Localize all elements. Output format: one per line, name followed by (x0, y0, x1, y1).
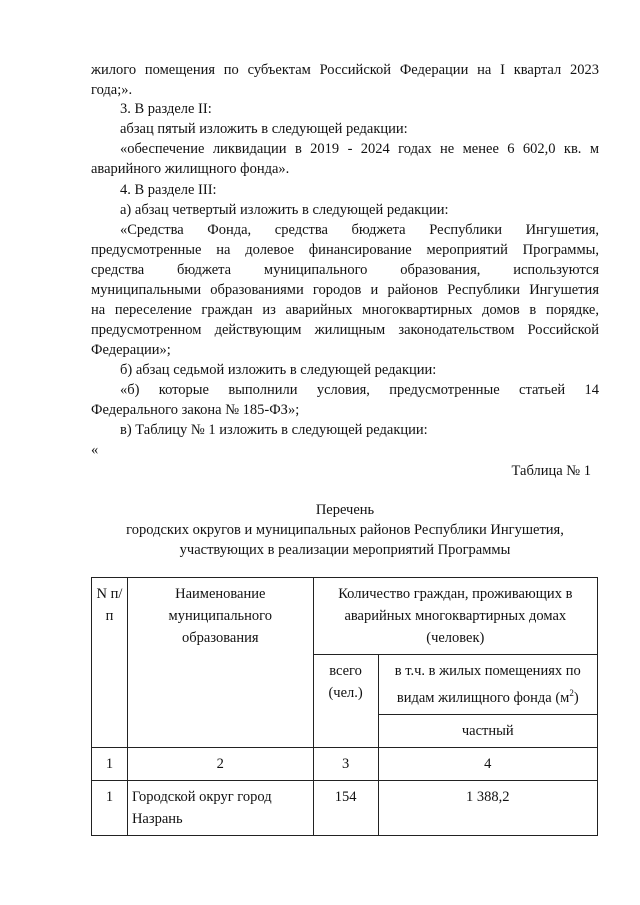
paragraph-line: средства бюджета муниципального образования, используются (91, 262, 599, 278)
table-index-row (92, 747, 598, 780)
row-private: 1 388,2 (378, 780, 597, 835)
paragraph-line: «Средства Фонда, средства бюджета Республики Ингушетия, (120, 222, 599, 238)
header-private: частный (378, 714, 597, 747)
row-municipality-name: Городской округ город Назрань (127, 780, 313, 835)
header-including (378, 655, 597, 715)
paragraph-line: Федерального закона № 185-ФЗ»; (91, 402, 300, 418)
paragraph-line: жилого помещения по субъектам Российской Федерации на I квартал 2023 (91, 62, 599, 78)
header-number: N п/п (92, 578, 128, 748)
heading-title: Перечень (315, 502, 375, 518)
paragraph-line: 3. В разделе II: (120, 101, 212, 117)
row-total: 154 (313, 780, 378, 835)
paragraph-line: «обеспечение ликвидации в 2019 - 2024 годах не менее 6 602,0 кв. м (120, 141, 599, 157)
paragraph-line: аварийного жилищного фонда». (91, 161, 290, 177)
paragraph-line: предусмотренном действующим жилищным законодательством Российской (91, 322, 599, 338)
heading-subtitle: участвующих в реализации мероприятий Программы (179, 542, 511, 558)
opening-quote: « (91, 442, 99, 458)
table-row (92, 780, 598, 835)
paragraph-line: 4. В разделе III: (120, 182, 217, 198)
paragraph-line: Федерации»; (91, 342, 171, 358)
header-including-sup: 2 (569, 688, 574, 698)
paragraph-line: абзац пятый изложить в следующей редакции: (120, 121, 408, 137)
paragraph-line: предусмотренные на долевое финансирование мероприятий Программы, (91, 242, 599, 258)
paragraph-line: муниципальными образованиями городов и районов Республики Ингушетия (91, 282, 599, 298)
paragraph-line: б) абзац седьмой изложить в следующей редакции: (120, 362, 437, 378)
paragraph-line: в) Таблицу № 1 изложить в следующей редакции: (120, 422, 428, 438)
municipalities-table (91, 577, 598, 836)
index-cell: 2 (127, 747, 313, 780)
header-including-text: в т.ч. в жилых помещениях по видам жилищного фонда (м (394, 663, 581, 706)
index-cell: 4 (378, 747, 597, 780)
paragraph-line: года;». (91, 82, 133, 98)
paragraph-line: а) абзац четвертый изложить в следующей редакции: (120, 202, 449, 218)
table-header-row (92, 578, 598, 655)
header-municipality-name: Наименование муниципального образования (127, 578, 313, 748)
header-citizens-count: Количество граждан, проживающих в аварийных многоквартирных домах (человек) (313, 578, 597, 655)
index-cell: 3 (313, 747, 378, 780)
row-number: 1 (92, 780, 128, 835)
index-cell: 1 (92, 747, 128, 780)
paragraph-line: на переселение граждан из аварийных многоквартирных домов в порядке, (91, 302, 599, 318)
header-including-end: ) (573, 689, 579, 706)
paragraph-line: «б) которые выполнили условия, предусмотренные статьей 14 (120, 382, 599, 398)
header-total: всего (чел.) (313, 655, 378, 748)
table-caption: Таблица № 1 (511, 463, 591, 479)
heading-subtitle: городских округов и муниципальных районов Республики Ингушетия, (126, 522, 564, 538)
